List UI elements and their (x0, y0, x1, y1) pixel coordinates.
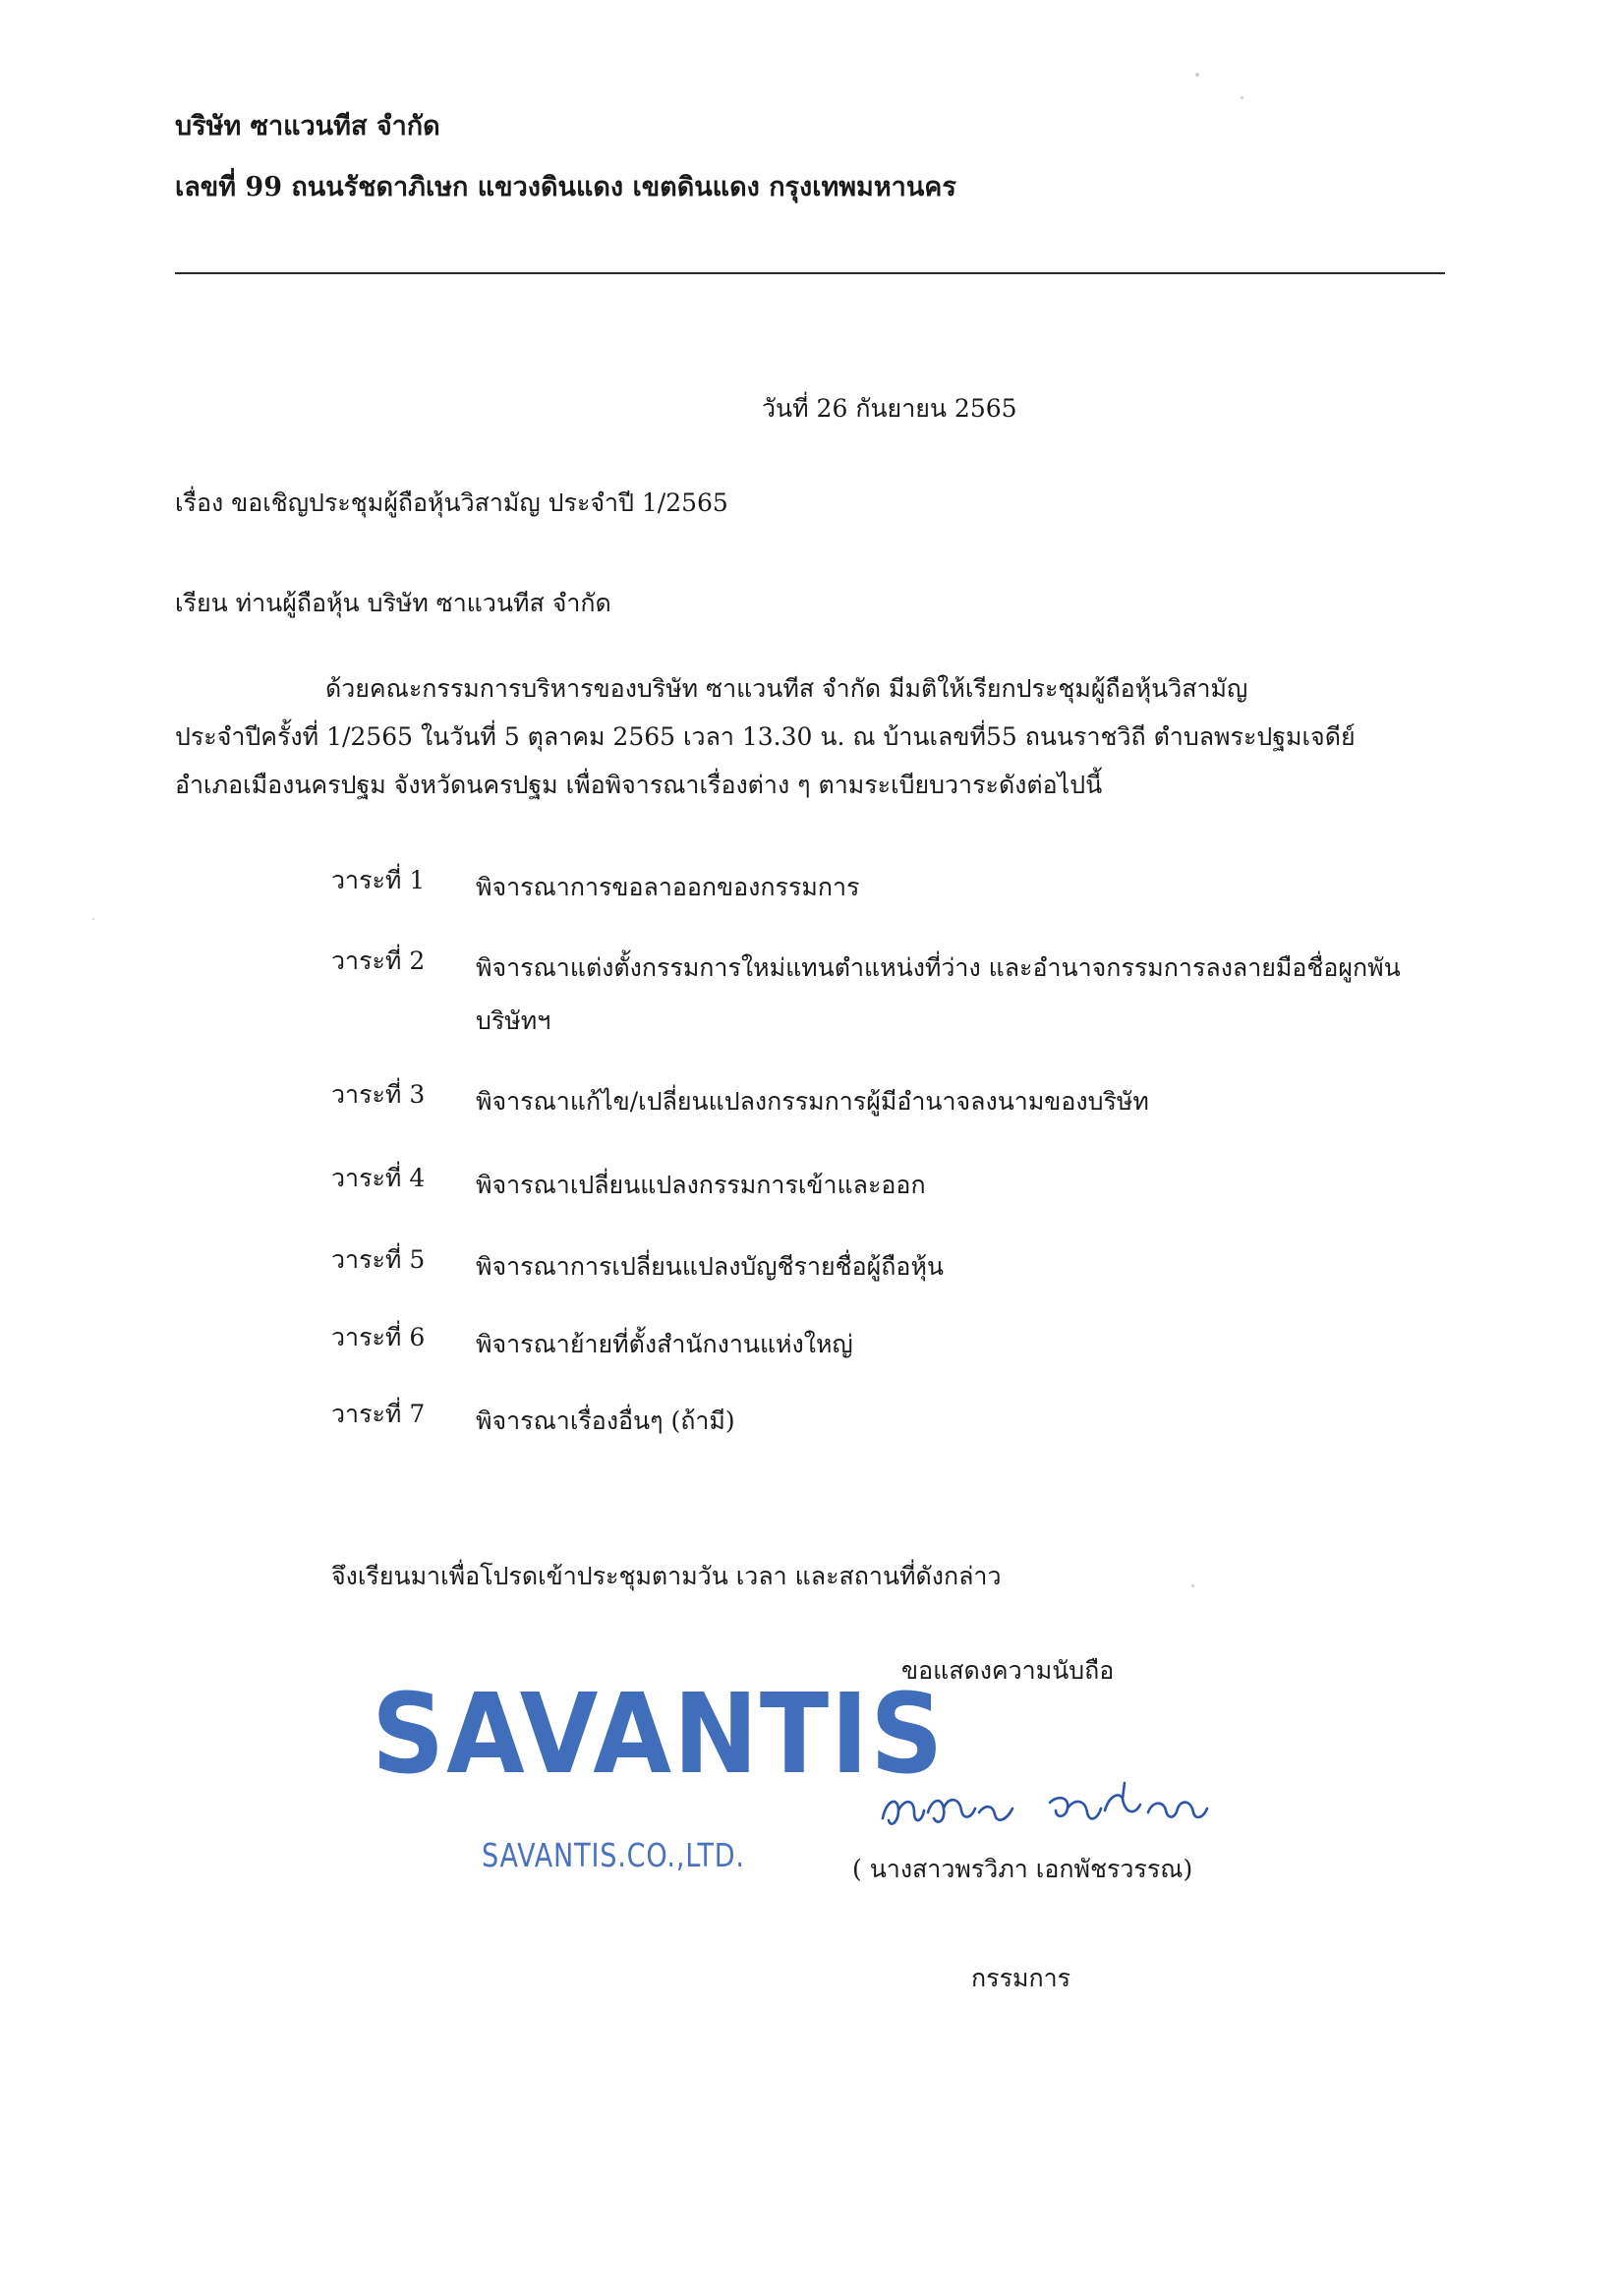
regards-line: ขอแสดงความนับถือ (901, 1656, 1115, 1685)
signer-title: กรรมการ (971, 1964, 1071, 1992)
agenda-text: พิจารณาการขอลาออกของกรรมการ (476, 873, 860, 901)
agenda-item (331, 1240, 1439, 1293)
agenda-text: พิจารณาเปลี่ยนแปลงกรรมการเข้าและออก (476, 1171, 926, 1199)
scan-speck (1241, 96, 1243, 99)
signer-name: ( นางสาวพรวิภา เอกพัชรวรรณ) (852, 1855, 1193, 1883)
letter-subject: เรื่อง ขอเชิญประชุมผู้ถือหุ้นวิสามัญ ประจำปี 1/2565 (175, 488, 728, 517)
stamp-brand-logo: SAVANTIS (372, 1671, 946, 1799)
agenda-item (331, 1318, 1439, 1371)
scan-speck (1195, 73, 1199, 77)
scan-speck (1191, 1584, 1194, 1587)
agenda-label: วาระที่ 3 (331, 1080, 426, 1109)
body-paragraph (175, 664, 1443, 809)
agenda-label: วาระที่ 7 (331, 1400, 426, 1428)
agenda-text: พิจารณาย้ายที่ตั้งสำนักงานแห่งใหญ่ (476, 1330, 853, 1358)
agenda-text: พิจารณาแต่งตั้งกรรมการใหม่แทนตำแหน่งที่ว่าง และอำนาจกรรมการลงลายมือชื่อผูกพันบริษัทฯ (476, 953, 1401, 1035)
agenda-text: พิจารณาแก้ไข/เปลี่ยนแปลงกรรมการผู้มีอำนาจลงนามของบริษัท (476, 1087, 1149, 1116)
letter-date: วันที่ 26 กันยายน 2565 (762, 394, 1017, 423)
body-line-2: ประจำปีครั้งที่ 1/2565 ในวันที่ 5 ตุลาคม 2565 เวลา 13.30 น. ณ บ้านเลขที่55 ถนนราชวิถี ตำบลพระปฐมเจดีย์ (175, 722, 1356, 751)
handwritten-signature (877, 1769, 1250, 1848)
agenda-item (331, 1395, 1439, 1448)
agenda-label: วาระที่ 1 (331, 866, 426, 894)
body-line-3: อำเภอเมืองนครปฐม จังหวัดนครปฐม เพื่อพิจารณาเรื่องต่าง ๆ ตามระเบียบวาระดังต่อไปนี้ (175, 771, 1103, 799)
company-address: เลขที่ 99 ถนนรัชดาภิเษก แขวงดินแดง เขตดินแดง กรุงเทพมหานคร (175, 172, 956, 202)
letter-salutation: เรียน ท่านผู้ถือหุ้น บริษัท ซาแวนทีส จำกัด (175, 589, 611, 617)
agenda-item (331, 1159, 1439, 1212)
agenda-text: พิจารณาเรื่องอื่นๆ (ถ้ามี) (476, 1406, 735, 1435)
scan-speck (92, 918, 94, 920)
stamp-company-name: SAVANTIS.CO.,LTD. (482, 1836, 745, 1874)
agenda-label: วาระที่ 2 (331, 947, 426, 975)
closing-line: จึงเรียนมาเพื่อโปรดเข้าประชุมตามวัน เวลา และสถานที่ดังกล่าว (331, 1562, 1002, 1590)
agenda-item (331, 942, 1439, 1048)
body-line-1: ด้วยคณะกรรมการบริหารของบริษัท ซาแวนทีส จำกัด มีมติให้เรียกประชุมผู้ถือหุ้นวิสามัญ (325, 674, 1248, 703)
agenda-label: วาระที่ 6 (331, 1323, 426, 1351)
agenda-label: วาระที่ 4 (331, 1164, 426, 1192)
company-name: บริษัท ซาแวนทีส จำกัด (175, 111, 440, 142)
agenda-label: วาระที่ 5 (331, 1245, 426, 1274)
agenda-item (331, 861, 1439, 914)
agenda-text: พิจารณาการเปลี่ยนแปลงบัญชีรายชื่อผู้ถือหุ้น (476, 1252, 945, 1281)
agenda-item (331, 1075, 1439, 1128)
company-stamp (372, 1671, 946, 1907)
header-divider (175, 272, 1445, 274)
